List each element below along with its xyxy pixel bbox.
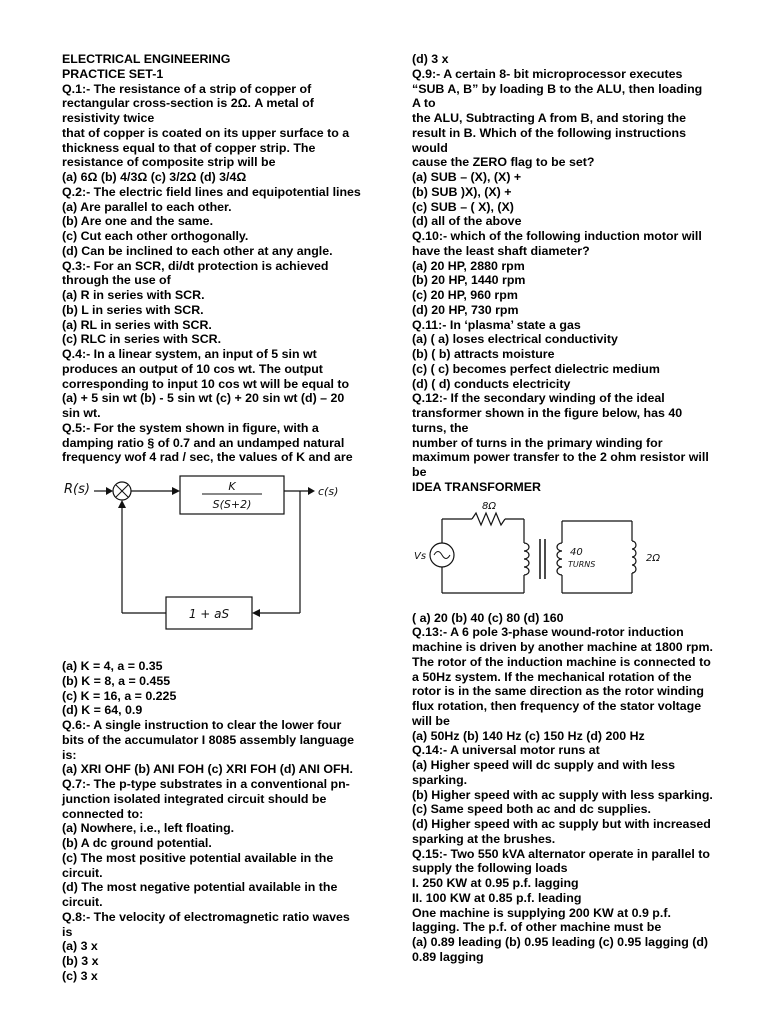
right-column-line: maximum power transfer to the 2 ohm resistor will <box>412 450 709 465</box>
series-resistor <box>472 513 505 525</box>
right-column-line: Q.12:- If the secondary winding of the ideal <box>412 391 665 406</box>
left-column-continued-line: (a) K = 4, a = 0.35 <box>62 659 163 673</box>
left-column-line: (a) + 5 sin wt (b) - 5 sin wt (c) + 20 sin wt (d) – 20 <box>62 391 345 406</box>
left-column-line: sin wt. <box>62 406 101 420</box>
right-column-continued-line: Q.14:- A universal motor runs at <box>412 743 600 758</box>
right-column-continued-line: flux rotation, then frequency of the stator voltage <box>412 699 702 713</box>
right-column-line: (c) SUB – ( X), (X) <box>412 199 514 214</box>
right-column-line: have the least shaft diameter? <box>412 243 590 258</box>
left-column-line: thickness equal to that of copper strip. The <box>62 140 316 155</box>
left-column-continued-line: (a) Nowhere, i.e., left floating. <box>62 821 235 836</box>
left-column-line: through the use of <box>62 273 171 288</box>
left-column-line: (c) Cut each other orthogonally. <box>62 229 249 243</box>
right-column-line: be <box>412 465 427 479</box>
right-text-block <box>412 52 722 495</box>
transformer-svg <box>412 497 722 611</box>
right-column-continued-line: rotor is in the same direction as the rotor winding <box>412 684 704 699</box>
left-column-line: corresponding to input 10 cos wt will be equal to <box>62 376 350 391</box>
left-column-continued-line: bits of the accumulator I 8085 assembly language <box>62 732 354 747</box>
right-column-line: Q.11:- In ‘plasma’ state a gas <box>412 317 581 332</box>
left-column-line: ELECTRICAL ENGINEERING <box>62 52 231 66</box>
left-column-line: that of copper is coated on its upper surface to a <box>62 125 350 140</box>
right-column-continued-line: (a) 50Hz (b) 140 Hz (c) 150 Hz (d) 200 Hz <box>412 728 645 743</box>
right-column-line: (d) ( d) conducts electricity <box>412 376 571 391</box>
right-column-continued-line: sparking. <box>412 772 468 787</box>
right-column-line: (a) ( a) loses electrical conductivity <box>412 332 618 347</box>
right-column-continued-line: a 50Hz system. If the mechanical rotation of the <box>412 669 692 684</box>
right-column-continued-line: (b) Higher speed with ac supply with less sparking. <box>412 787 713 802</box>
left-column-line: Q.5:- For the system shown in figure, with a <box>62 420 319 435</box>
feedback-label: 1 + aS <box>188 607 230 621</box>
right-column-line: IDEA TRANSFORMER <box>412 479 541 494</box>
right-column-continued-line: machine is driven by another machine at 1800 rpm. <box>412 640 713 654</box>
right-column-line: (b) SUB )X), (X) + <box>412 184 512 199</box>
right-column-continued-line: The rotor of the induction machine is connected to <box>412 654 711 669</box>
right-column-line: (a) 20 HP, 2880 rpm <box>412 258 525 273</box>
left-column-line: (c) RLC in series with SCR. <box>62 332 222 347</box>
right-column-continued-line: Q.13:- A 6 pole 3-phase wound-rotor induction <box>412 625 684 640</box>
input-label: R(s) <box>64 482 90 497</box>
left-text-block-2 <box>62 659 362 984</box>
right-column-line: Q.9:- A certain 8- bit microprocessor executes <box>412 66 683 81</box>
transformer-figure <box>412 497 722 611</box>
right-column-line: “SUB A, B” by loading B to the ALU, then loading <box>412 81 703 96</box>
left-column-continued-line: Q.7:- The p-type substrates in a conventional pn- <box>62 777 350 791</box>
output-label: c(s) <box>318 485 339 498</box>
left-column-line: (a) 6Ω (b) 4/3Ω (c) 3/2Ω (d) 3/4Ω <box>62 170 247 184</box>
left-column-continued-line: (c) 3 x <box>62 968 98 983</box>
right-column-line: Q.10:- which of the following induction motor will <box>412 229 702 243</box>
left-column-line: (a) Are parallel to each other. <box>62 199 232 214</box>
left-column-continued-line: connected to: <box>62 806 144 821</box>
right-column-line: cause the ZERO flag to be set? <box>412 155 595 170</box>
right-column-continued-line: sparking at the brushes. <box>412 831 556 846</box>
right-column-continued-line: will be <box>412 713 450 728</box>
right-column-line: (b) ( b) attracts moisture <box>412 347 555 361</box>
right-column-continued-line: I. 250 KW at 0.95 p.f. lagging <box>412 876 579 890</box>
right-column-line: (d) 20 HP, 730 rpm <box>412 302 519 317</box>
left-column-continued-line: (d) K = 64, 0.9 <box>62 703 143 718</box>
turns-label-number: 40 <box>570 546 583 558</box>
right-column-line: result in B. Which of the following instructions <box>412 125 686 140</box>
right-column-continued-line: (d) Higher speed with ac supply but with increased <box>412 817 711 831</box>
right-column-line: A to <box>412 96 436 111</box>
left-column-line: Q.1:- The resistance of a strip of copper of <box>62 81 312 96</box>
left-column-line: (a) R in series with SCR. <box>62 288 205 302</box>
left-column-continued-line: (d) The most negative potential available in the <box>62 880 338 895</box>
right-column-continued-line: One machine is supplying 200 KW at 0.9 p.f. <box>412 905 671 920</box>
right-column-line: (c) 20 HP, 960 rpm <box>412 288 518 302</box>
left-column-continued-line: (a) 3 x <box>62 939 98 954</box>
left-column-line: (b) L in series with SCR. <box>62 302 204 317</box>
right-text-block-2 <box>412 611 722 965</box>
left-column-continued-line: is <box>62 924 73 939</box>
left-column <box>62 52 362 984</box>
right-column-continued-line: (a) Higher speed will dc supply and with less <box>412 758 676 772</box>
block-diagram-svg <box>62 473 362 659</box>
left-column-line: PRACTICE SET-1 <box>62 66 164 81</box>
left-column-line: frequency wof 4 rad / sec, the values of K and are <box>62 450 353 465</box>
left-column-line: rectangular cross-section is 2Ω. A metal of <box>62 96 314 111</box>
left-column-continued-line: (b) A dc ground potential. <box>62 836 212 850</box>
left-column-line: produces an output of 10 cos wt. The output <box>62 361 323 376</box>
right-column <box>412 52 722 965</box>
left-text-block <box>62 52 362 465</box>
right-column-line: the ALU, Subtracting A from B, and storing the <box>412 111 686 125</box>
block-diagram-figure <box>62 473 362 659</box>
right-column-line: number of turns in the primary winding for <box>412 435 663 450</box>
right-column-line: (c) ( c) becomes perfect dielectric medium <box>412 361 660 376</box>
turns-label-word: TURNS <box>568 559 596 569</box>
left-column-continued-line: junction isolated integrated circuit should be <box>62 791 327 806</box>
left-column-line: (b) Are one and the same. <box>62 214 214 229</box>
left-column-continued-line: circuit. <box>62 895 103 909</box>
right-column-continued-line: ( a) 20 (b) 40 (c) 80 (d) 160 <box>412 610 564 625</box>
load-label: 2Ω <box>646 552 661 564</box>
right-column-continued-line: 0.89 lagging <box>412 949 484 964</box>
secondary-winding <box>557 543 562 575</box>
left-column-continued-line: (c) K = 16, a = 0.225 <box>62 688 177 703</box>
right-column-continued-line: II. 100 KW at 0.85 p.f. leading <box>412 890 582 905</box>
right-column-continued-line: supply the following loads <box>412 861 568 876</box>
right-column-continued-line: lagging. The p.f. of other machine must be <box>412 920 662 935</box>
left-column-continued-line: (b) K = 8, a = 0.455 <box>62 673 171 688</box>
right-column-line: (a) SUB – (X), (X) + <box>412 170 522 184</box>
left-column-line: damping ratio § of 0.7 and an undamped natural <box>62 435 345 450</box>
left-column-line: (d) Can be inclined to each other at any angle. <box>62 243 333 258</box>
left-column-line: (a) RL in series with SCR. <box>62 317 212 332</box>
left-column-line: resistivity twice <box>62 111 155 125</box>
left-column-continued-line: (b) 3 x <box>62 954 99 968</box>
left-column-line: Q.2:- The electric field lines and equipotential lines <box>62 184 361 199</box>
right-column-line: would <box>412 140 448 155</box>
primary-winding <box>524 543 529 575</box>
left-column-line: resistance of composite strip will be <box>62 155 276 170</box>
left-column-line: Q.4:- In a linear system, an input of 5 sin wt <box>62 347 317 361</box>
left-column-continued-line: circuit. <box>62 865 103 880</box>
right-column-continued-line: (c) Same speed both ac and dc supplies. <box>412 802 651 817</box>
right-column-line: turns, the <box>412 420 469 435</box>
right-column-continued-line: (a) 0.89 leading (b) 0.95 leading (c) 0.95 lagging (d) <box>412 935 709 949</box>
source-label: Vs <box>414 550 427 562</box>
left-column-continued-line: Q.8:- The velocity of electromagnetic ratio waves <box>62 909 350 924</box>
right-column-continued-line: Q.15:- Two 550 kVA alternator operate in parallel to <box>412 846 710 861</box>
forward-denominator: S(S+2) <box>212 498 252 511</box>
left-column-continued-line: (c) The most positive potential available in the <box>62 850 334 865</box>
forward-numerator: K <box>228 480 236 493</box>
left-column-line: Q.3:- For an SCR, di/dt protection is achieved <box>62 258 329 273</box>
left-column-continued-line: is: <box>62 747 77 762</box>
right-column-line: (d) all of the above <box>412 214 522 229</box>
right-column-line: (b) 20 HP, 1440 rpm <box>412 273 526 288</box>
right-column-line: (d) 3 x <box>412 52 449 66</box>
right-column-line: transformer shown in the figure below, has 40 <box>412 406 683 420</box>
load-resistor <box>632 541 636 573</box>
left-column-continued-line: Q.6:- A single instruction to clear the lower four <box>62 718 342 732</box>
series-resistor-label: 8Ω <box>482 500 497 512</box>
left-column-continued-line: (a) XRI OHF (b) ANI FOH (c) XRI FOH (d) ANI OFH. <box>62 762 353 777</box>
